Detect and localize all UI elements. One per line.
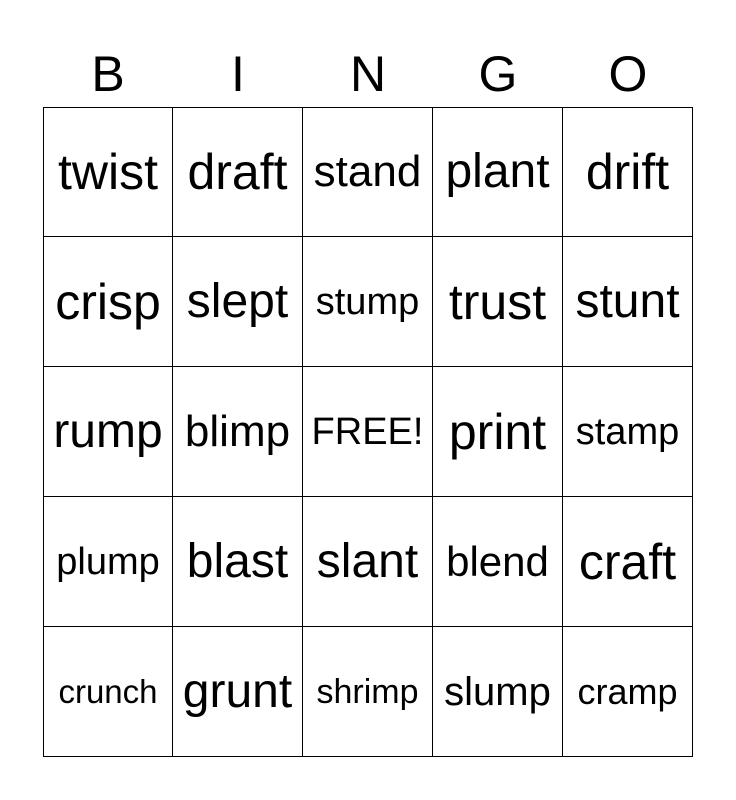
bingo-cell: shrimp bbox=[303, 627, 433, 757]
bingo-cell: slant bbox=[303, 497, 433, 627]
header-letter-o: O bbox=[608, 46, 648, 102]
bingo-board bbox=[43, 107, 693, 757]
bingo-cell: cramp bbox=[563, 627, 693, 757]
bingo-cell: blimp bbox=[173, 367, 303, 497]
header-letter-i: I bbox=[231, 46, 245, 102]
free-space-cell: FREE! bbox=[303, 367, 433, 497]
bingo-cell: slump bbox=[433, 627, 563, 757]
bingo-cell: plant bbox=[433, 107, 563, 237]
bingo-cell: blend bbox=[433, 497, 563, 627]
bingo-cell: stump bbox=[303, 237, 433, 367]
bingo-header bbox=[43, 40, 693, 108]
bingo-cell: stunt bbox=[563, 237, 693, 367]
header-letter-n: N bbox=[349, 46, 387, 102]
bingo-cell: craft bbox=[563, 497, 693, 627]
bingo-cell: print bbox=[433, 367, 563, 497]
bingo-cell: slept bbox=[173, 237, 303, 367]
bingo-cell: crisp bbox=[43, 237, 173, 367]
bingo-cell: stand bbox=[303, 107, 433, 237]
bingo-cell: plump bbox=[43, 497, 173, 627]
header-letter-b: B bbox=[91, 46, 125, 102]
bingo-cell: twist bbox=[43, 107, 173, 237]
bingo-cell: trust bbox=[433, 237, 563, 367]
bingo-cell: crunch bbox=[43, 627, 173, 757]
bingo-cell: blast bbox=[173, 497, 303, 627]
bingo-cell: stamp bbox=[563, 367, 693, 497]
bingo-cell: drift bbox=[563, 107, 693, 237]
bingo-cell: rump bbox=[43, 367, 173, 497]
header-letter-g: G bbox=[478, 46, 518, 102]
bingo-cell: draft bbox=[173, 107, 303, 237]
bingo-cell: grunt bbox=[173, 627, 303, 757]
